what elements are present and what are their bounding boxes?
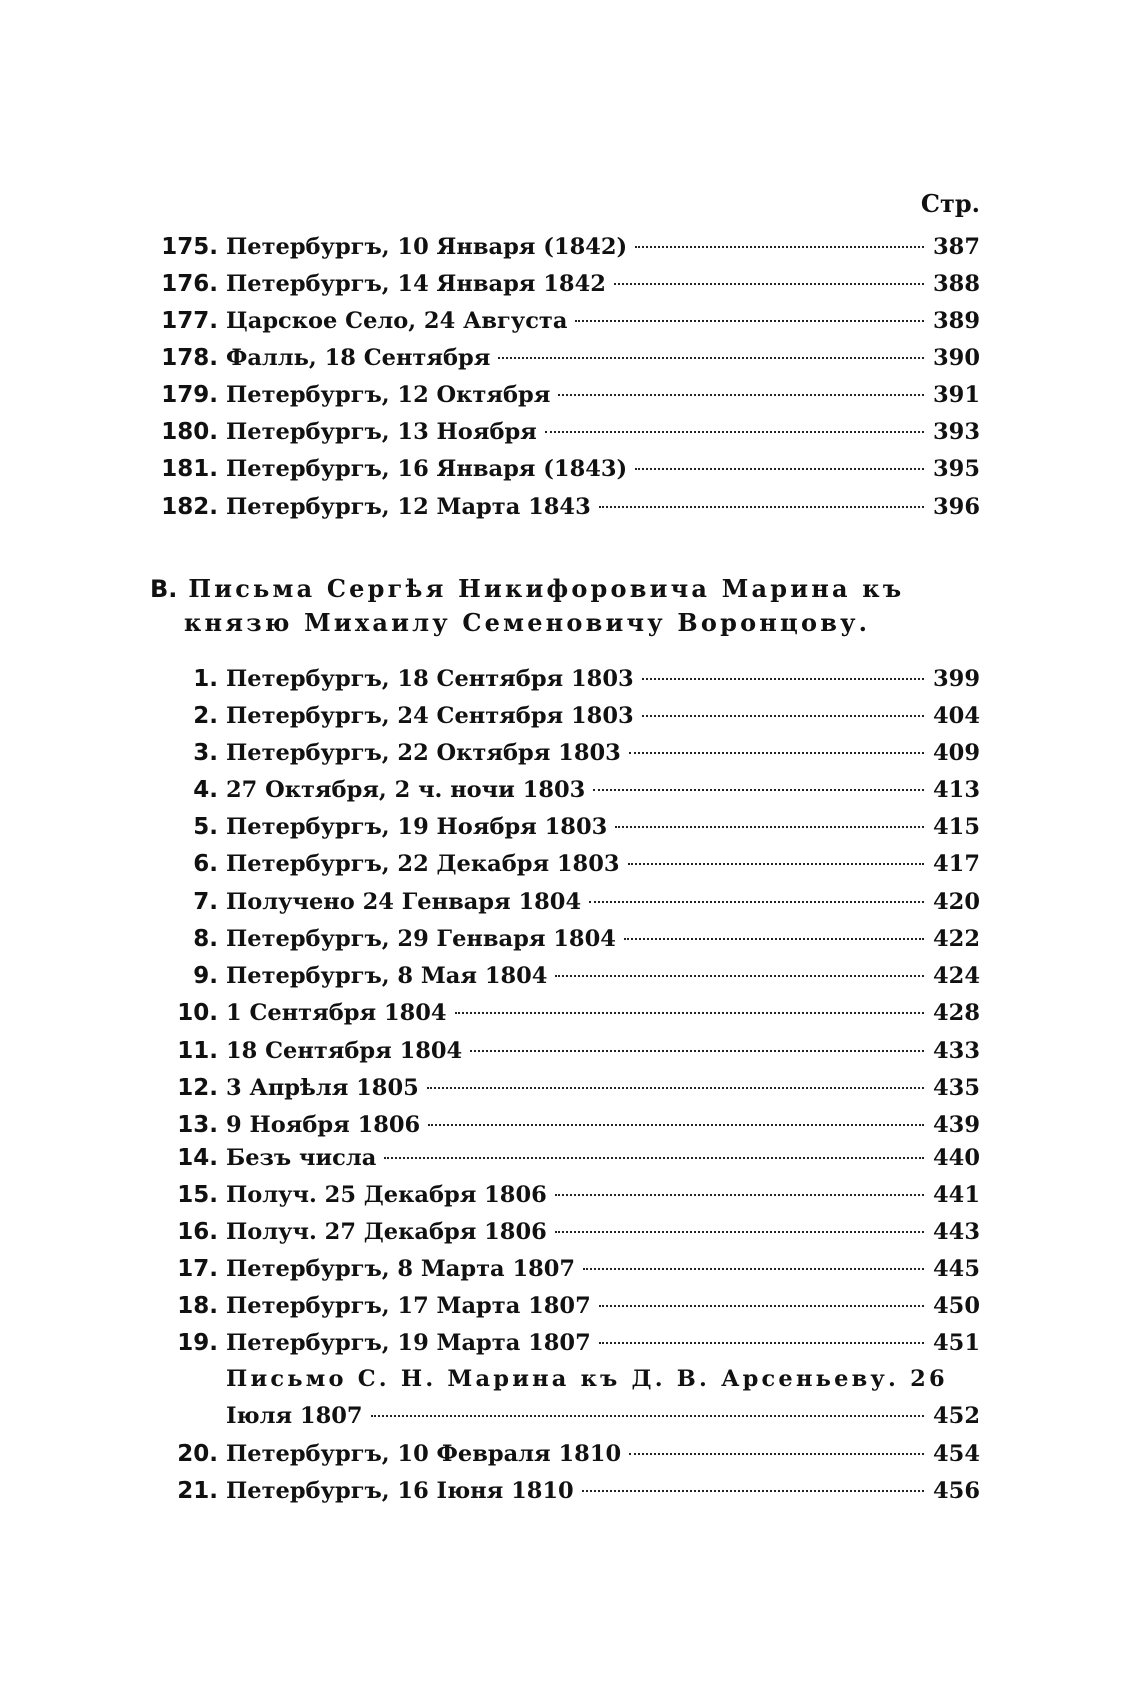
toc-entry (150, 1289, 980, 1323)
entry-title: Фалль, 18 Сентября (226, 345, 491, 371)
dot-leader (558, 394, 924, 396)
dot-leader (582, 1490, 924, 1492)
toc-entry (150, 922, 980, 956)
toc-entry (150, 267, 980, 301)
toc-entry (150, 490, 980, 524)
toc-entry (150, 341, 980, 375)
entry-number: 13. (177, 1112, 218, 1138)
entry-number: 7. (193, 889, 218, 915)
entry-title: Петербургъ, 10 Февраля 1810 (226, 1441, 622, 1467)
toc-entry (150, 996, 980, 1030)
entry-title: Петербургъ, 14 Января 1842 (226, 271, 606, 297)
dot-leader (583, 1268, 924, 1270)
entry-page: 441 (933, 1182, 980, 1208)
entry-title: 9 Ноября 1806 (226, 1112, 421, 1138)
entry-title: Безъ числа (226, 1145, 377, 1171)
entry-title: Петербургъ, 10 Января (1842) (226, 234, 628, 260)
entry-number: 10. (177, 1000, 218, 1026)
toc-entry (150, 773, 980, 807)
toc-entry (150, 699, 980, 733)
entry-title: Петербургъ, 22 Октября 1803 (226, 740, 621, 766)
dot-leader (642, 715, 924, 717)
entry-title: Петербургъ, 22 Декабря 1803 (226, 851, 620, 877)
entry-title: 18 Сентября 1804 (226, 1038, 463, 1064)
entry-page: 422 (933, 926, 980, 952)
toc-entry (150, 1326, 980, 1360)
entry-number: 21. (177, 1478, 218, 1504)
entry-page: 428 (933, 1000, 980, 1026)
entry-number: 20. (177, 1441, 218, 1467)
toc-entry (150, 1215, 980, 1249)
entry-page: 391 (933, 382, 980, 408)
entry-title: Петербургъ, 13 Ноября (226, 419, 537, 445)
entry-number: 181. (161, 456, 218, 482)
entry-number: 15. (177, 1182, 218, 1208)
toc-entry (150, 1071, 980, 1105)
dot-leader (555, 975, 924, 977)
entry-title: Петербургъ, 12 Октября (226, 382, 551, 408)
dot-leader (624, 938, 924, 940)
entry-number: 12. (177, 1075, 218, 1101)
dot-leader (593, 789, 924, 791)
toc-entry (150, 1178, 980, 1212)
toc-entry (150, 452, 980, 486)
entry-number: 14. (177, 1145, 218, 1171)
dot-leader (615, 826, 924, 828)
entry-page: 390 (933, 345, 980, 371)
entry-page: 388 (933, 271, 980, 297)
entry-page: 454 (933, 1441, 980, 1467)
toc-entry (150, 662, 980, 696)
dot-leader (428, 1124, 924, 1126)
entry-title: Петербургъ, 8 Марта 1807 (226, 1256, 576, 1282)
dot-leader (599, 1342, 924, 1344)
dot-leader (628, 863, 924, 865)
section-heading-line1: Письма Сергѣя Никифоровича Марина къ (188, 574, 905, 603)
entry-title: 1 Сентября 1804 (226, 1000, 447, 1026)
entry-page: 435 (933, 1075, 980, 1101)
entry-number: 3. (193, 740, 218, 766)
dot-leader (470, 1050, 924, 1052)
dot-leader (629, 752, 924, 754)
entry-number: 175. (161, 234, 218, 260)
dot-leader (384, 1157, 924, 1159)
toc-entry-continuation (150, 1399, 980, 1433)
entry-title: 27 Октября, 2 ч. ночи 1803 (226, 777, 586, 803)
toc-entry (150, 847, 980, 881)
entry-title: Получ. 27 Декабря 1806 (226, 1219, 547, 1245)
entry-title: Петербургъ, 16 Января (1843) (226, 456, 628, 482)
toc-entry (150, 1474, 980, 1508)
entry-page: 456 (933, 1478, 980, 1504)
entry-page: 413 (933, 777, 980, 803)
entry-title: Получено 24 Генваря 1804 (226, 889, 582, 915)
section-letter: В. (150, 575, 178, 603)
entry-page: 396 (933, 494, 980, 520)
toc-entry (150, 1141, 980, 1175)
entry-number: 11. (177, 1038, 218, 1064)
dot-leader (555, 1231, 924, 1233)
dot-leader (498, 357, 924, 359)
entry-title: Петербургъ, 19 Марта 1807 (226, 1330, 591, 1356)
entry-title: Петербургъ, 29 Генваря 1804 (226, 926, 616, 952)
entry-page: 417 (933, 851, 980, 877)
inline-letter-heading: Письмо С. Н. Марина къ Д. В. Арсеньеву. 26 (226, 1366, 948, 1392)
toc-entry (150, 378, 980, 412)
entry-number: 182. (161, 494, 218, 520)
dot-leader (614, 283, 924, 285)
entry-title: Петербургъ, 17 Марта 1807 (226, 1293, 591, 1319)
entry-number: 16. (177, 1219, 218, 1245)
entry-number: 19. (177, 1330, 218, 1356)
entry-title: Получ. 25 Декабря 1806 (226, 1182, 547, 1208)
entry-title: Петербургъ, 24 Сентября 1803 (226, 703, 634, 729)
entry-number: 6. (193, 851, 218, 877)
entry-number: 178. (161, 345, 218, 371)
entry-number: 4. (193, 777, 218, 803)
toc-entry (150, 736, 980, 770)
dot-leader (629, 1453, 924, 1455)
dot-leader (599, 1305, 924, 1307)
entry-title: Іюля 1807 (226, 1403, 363, 1429)
entry-number: 176. (161, 271, 218, 297)
entry-page: 433 (933, 1038, 980, 1064)
toc-entry (150, 1034, 980, 1068)
toc-entry (150, 810, 980, 844)
entry-title: 3 Апрѣля 1805 (226, 1075, 419, 1101)
entry-page: 409 (933, 740, 980, 766)
dot-leader (455, 1012, 924, 1014)
entry-number: 180. (161, 419, 218, 445)
entry-page: 415 (933, 814, 980, 840)
dot-leader (555, 1194, 924, 1196)
toc-entry (150, 959, 980, 993)
dot-leader (371, 1415, 924, 1417)
entry-number: 177. (161, 308, 218, 334)
entry-title: Петербургъ, 18 Сентября 1803 (226, 666, 634, 692)
toc-entry (150, 885, 980, 919)
section-heading-line2: князю Михаилу Семеновичу Воронцову. (184, 608, 871, 637)
entry-number: 9. (193, 963, 218, 989)
entry-page: 451 (933, 1330, 980, 1356)
entry-number: 1. (193, 666, 218, 692)
entry-page: 440 (933, 1145, 980, 1171)
entry-page: 393 (933, 419, 980, 445)
dot-leader (427, 1087, 924, 1089)
entry-page: 450 (933, 1293, 980, 1319)
entry-page: 452 (933, 1403, 980, 1429)
toc-entry (150, 304, 980, 338)
entry-title: Петербургъ, 8 Мая 1804 (226, 963, 548, 989)
entry-page: 420 (933, 889, 980, 915)
entry-number: 179. (161, 382, 218, 408)
section-heading (150, 572, 980, 640)
dot-leader (635, 246, 924, 248)
entry-title: Царское Село, 24 Августа (226, 308, 568, 334)
entry-page: 395 (933, 456, 980, 482)
toc-entry (150, 230, 980, 264)
entry-title: Петербургъ, 19 Ноября 1803 (226, 814, 608, 840)
entry-title: Петербургъ, 12 Марта 1843 (226, 494, 591, 520)
dot-leader (642, 678, 924, 680)
entry-number: 5. (193, 814, 218, 840)
toc-entry (150, 415, 980, 449)
entry-number: 2. (193, 703, 218, 729)
page-column-label: Стр. (920, 189, 980, 218)
toc-entry (150, 1437, 980, 1471)
entry-page: 424 (933, 963, 980, 989)
entry-page: 399 (933, 666, 980, 692)
entry-page: 404 (933, 703, 980, 729)
entry-page: 439 (933, 1112, 980, 1138)
dot-leader (545, 431, 924, 433)
entry-page: 445 (933, 1256, 980, 1282)
dot-leader (589, 901, 924, 903)
dot-leader (599, 506, 924, 508)
dot-leader (575, 320, 924, 322)
entry-page: 389 (933, 308, 980, 334)
toc-entry (150, 1108, 980, 1142)
entry-number: 18. (177, 1293, 218, 1319)
dot-leader (635, 468, 924, 470)
entry-number: 17. (177, 1256, 218, 1282)
entry-title: Петербургъ, 16 Іюня 1810 (226, 1478, 574, 1504)
entry-number: 8. (193, 926, 218, 952)
entry-page: 387 (933, 234, 980, 260)
entry-page: 443 (933, 1219, 980, 1245)
toc-entry (150, 1252, 980, 1286)
